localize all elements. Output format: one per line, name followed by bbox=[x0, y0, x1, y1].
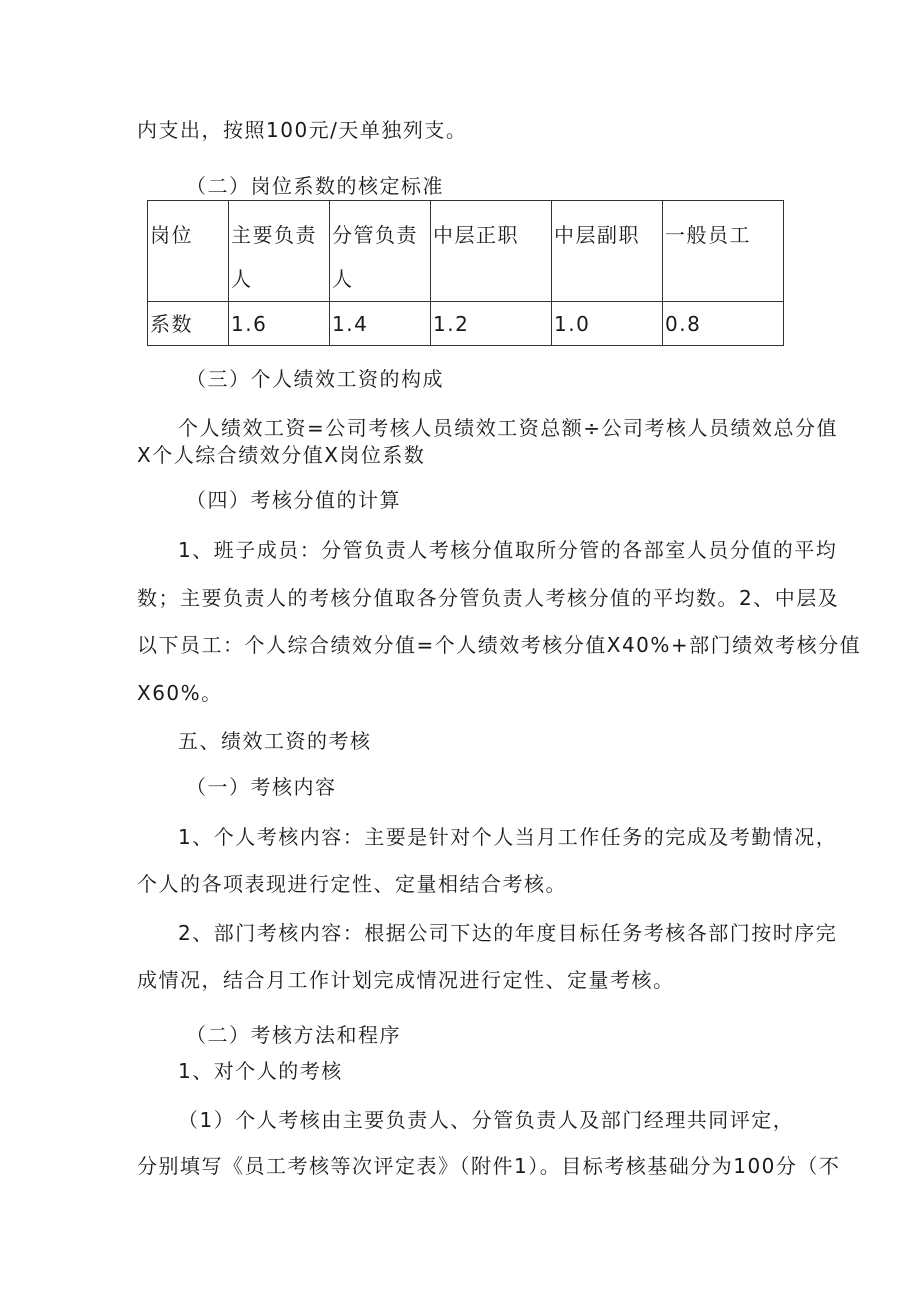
paragraph: 个人的各项表现进行定性、定量相结合考核。 bbox=[137, 872, 567, 896]
paragraph: 1、对个人的考核 bbox=[178, 1059, 343, 1083]
paragraph: 个人绩效工资=公司考核人员绩效工资总额÷公司考核人员绩效总分值 bbox=[178, 416, 839, 440]
section-heading: （四）考核分值的计算 bbox=[186, 488, 401, 512]
paragraph: 1、个人考核内容：主要是针对个人当月工作任务的完成及考勤情况， bbox=[178, 825, 838, 849]
table-cell: 0.8 bbox=[663, 302, 784, 346]
table-cell: 1.6 bbox=[229, 302, 330, 346]
section-heading: （二）岗位系数的核定标准 bbox=[186, 174, 444, 198]
paragraph: 1、班子成员：分管负责人考核分值取所分管的各部室人员分值的平均 bbox=[178, 538, 838, 562]
table-cell: 中层副职 bbox=[552, 201, 663, 302]
table-cell: 中层正职 bbox=[431, 201, 552, 302]
paragraph: 2、部门考核内容：根据公司下达的年度目标任务考核各部门按时序完 bbox=[178, 921, 838, 945]
table-cell: 主要负责人 bbox=[229, 201, 330, 302]
section-heading: 五、绩效工资的考核 bbox=[178, 729, 372, 753]
table-row bbox=[148, 302, 784, 346]
table-cell: 分管负责人 bbox=[330, 201, 431, 302]
paragraph: 成情况，结合月工作计划完成情况进行定性、定量考核。 bbox=[137, 968, 675, 992]
paragraph: （1）个人考核由主要负责人、分管负责人及部门经理共同评定， bbox=[178, 1108, 795, 1132]
table-row bbox=[148, 201, 784, 302]
table-cell: 一般员工 bbox=[663, 201, 784, 302]
paragraph: 内支出，按照100元/天单独列支。 bbox=[137, 118, 468, 142]
paragraph: 分别填写《员工考核等次评定表》（附件1）。目标考核基础分为100分（不 bbox=[137, 1154, 841, 1178]
table-cell: 1.4 bbox=[330, 302, 431, 346]
table-cell: 系数 bbox=[148, 302, 229, 346]
table-cell: 岗位 bbox=[148, 201, 229, 302]
paragraph: 以下员工：个人综合绩效分值=个人绩效考核分值X40%+部门绩效考核分值 bbox=[137, 633, 862, 657]
section-heading: （三）个人绩效工资的构成 bbox=[186, 367, 444, 391]
paragraph: X个人综合绩效分值X岗位系数 bbox=[137, 443, 426, 467]
paragraph: 数；主要负责人的考核分值取各分管负责人考核分值的平均数。2、中层及 bbox=[137, 586, 840, 610]
table-cell: 1.2 bbox=[431, 302, 552, 346]
position-coefficient-table bbox=[147, 200, 784, 346]
section-heading: （一）考核内容 bbox=[186, 775, 337, 799]
section-heading: （二）考核方法和程序 bbox=[186, 1023, 401, 1047]
table-cell: 1.0 bbox=[552, 302, 663, 346]
paragraph: X60%。 bbox=[137, 681, 223, 705]
